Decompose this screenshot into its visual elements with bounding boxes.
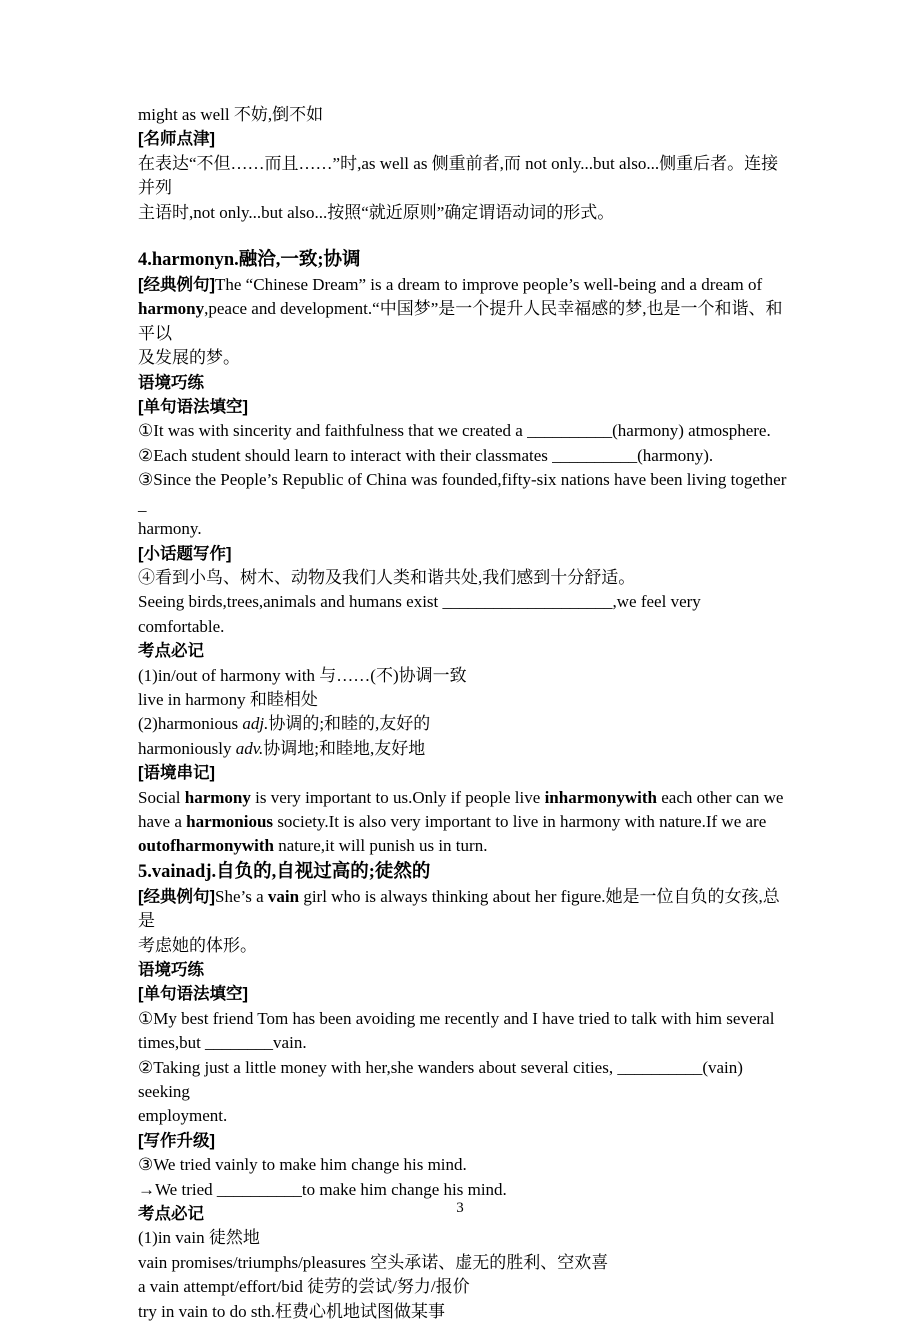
example-line: [经典例句]She’s a vain girl who is always thinking about her figure.她是一位自负的女孩,总是 bbox=[138, 886, 780, 931]
keypoint-line: a vain attempt/effort/bid 徒劳的尝试/努力/报价 bbox=[138, 1277, 470, 1297]
exercise-line: ②Each student should learn to interact with their classmates __________(harmony). bbox=[138, 445, 714, 465]
keypoint-line: live in harmony 和睦相处 bbox=[138, 689, 318, 709]
page-number: 3 bbox=[456, 1200, 464, 1216]
keypoint-line: (1)in vain 徒然地 bbox=[138, 1228, 260, 1248]
document-body bbox=[138, 103, 790, 1324]
example-line: harmony,peace and development.“中国梦”是一个提升人民幸福感的梦,也是一个和谐、和平以 bbox=[138, 299, 783, 343]
exercise-line: employment. bbox=[138, 1106, 228, 1126]
section-label: 考点必记 bbox=[138, 1205, 204, 1224]
example-line: 考虑她的体形。 bbox=[138, 935, 257, 955]
exercise-line: ①My best friend Tom has been avoiding me recently and I have tried to talk with him several bbox=[138, 1008, 775, 1028]
exercise-line: Seeing birds,trees,animals and humans exist ____________________,we feel very comfortable. bbox=[138, 592, 706, 636]
section-label: [单句语法填空] bbox=[138, 985, 248, 1004]
section-label: 考点必记 bbox=[138, 642, 204, 661]
context-line: have a harmonious society.It is also very important to live in harmony with nature.If we are bbox=[138, 811, 767, 831]
exercise-line: ④看到小鸟、树木、动物及我们人类和谐共处,我们感到十分舒适。 bbox=[138, 567, 636, 587]
phrase-line: might as well 不妨,倒不如 bbox=[138, 105, 324, 124]
keypoint-line: (2)harmonious adj.协调的;和睦的,友好的 bbox=[138, 714, 431, 734]
section-label: 语境巧练 bbox=[138, 961, 204, 979]
example-line: 及发展的梦。 bbox=[138, 348, 240, 368]
section-label: [名师点津] bbox=[138, 130, 215, 149]
exercise-line: times,but ________vain. bbox=[138, 1033, 307, 1053]
context-line: Social harmony is very important to us.Only if people live inharmonywith each other can we bbox=[138, 787, 784, 807]
exercise-line: ②Taking just a little money with her,she wanders about several cities, __________(vain) seeking bbox=[138, 1057, 748, 1102]
entry-heading-vain: 5.vainadj.自负的,自视过高的;徒然的 bbox=[138, 861, 431, 882]
entry-heading-harmony: 4.harmonyn.融洽,一致;协调 bbox=[138, 250, 361, 271]
section-label: 语境巧练 bbox=[138, 373, 204, 392]
note-line: 在表达“不但……而且……”时,as well as 侧重前者,而 not only...but also...侧重后者。连接并列 bbox=[138, 153, 779, 198]
exercise-line: ①It was with sincerity and faithfulness that we created a __________(harmony) atmosphere. bbox=[138, 421, 771, 441]
keypoint-line: try in vain to do sth.枉费心机地试图做某事 bbox=[138, 1301, 445, 1321]
keypoint-line: harmoniously adv.协调地;和睦地,友好地 bbox=[138, 738, 426, 758]
context-line: outofharmonywith nature,it will punish us in turn. bbox=[138, 836, 488, 856]
keypoint-line: vain promises/triumphs/pleasures 空头承诺、虚无的胜利、空欢喜 bbox=[138, 1252, 609, 1272]
note-line: 主语时,not only...but also...按照“就近原则”确定谓语动词的形式。 bbox=[138, 202, 615, 222]
keypoint-line: (1)in/out of harmony with 与……(不)协调一致 bbox=[138, 665, 467, 685]
exercise-line: ③Since the People’s Republic of China was founded,fifty-six nations have been living together _ bbox=[138, 470, 791, 514]
exercise-line: harmony. bbox=[138, 519, 202, 539]
section-label: [单句语法填空] bbox=[138, 398, 248, 417]
exercise-line: ③We tried vainly to make him change his mind. bbox=[138, 1155, 467, 1175]
example-line: [经典例句]The “Chinese Dream” is a dream to improve people’s well-being and a dream of bbox=[138, 275, 763, 295]
section-label: [写作升级] bbox=[138, 1131, 215, 1150]
section-label: [小话题写作] bbox=[138, 544, 232, 563]
exercise-line: →We tried __________to make him change his mind. bbox=[138, 1179, 507, 1199]
section-label: [语境串记] bbox=[138, 764, 215, 783]
